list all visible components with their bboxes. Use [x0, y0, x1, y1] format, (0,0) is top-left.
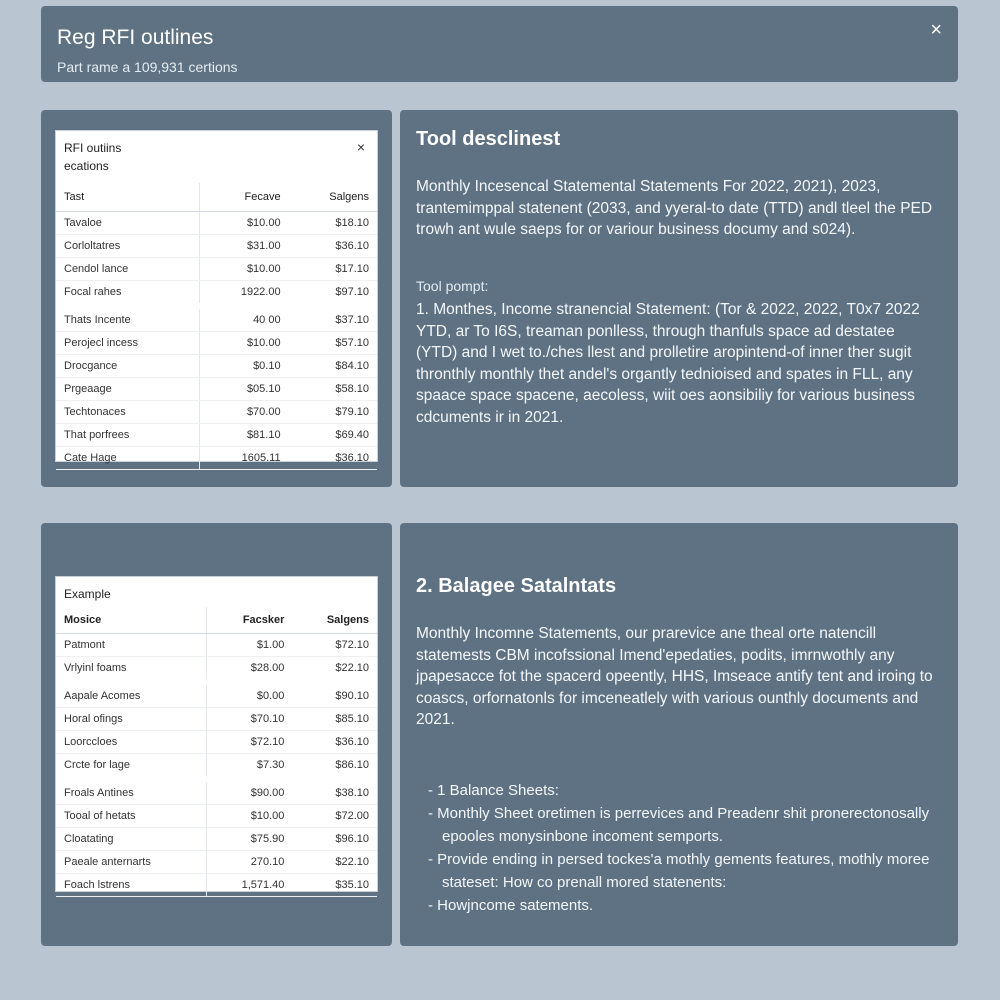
table-header-row: [56, 183, 377, 212]
table-row[interactable]: [56, 828, 377, 851]
table-cell: $72.10: [206, 731, 292, 754]
table-cell: $35.10: [292, 874, 377, 897]
table-row[interactable]: [56, 306, 377, 332]
column-header[interactable]: Salgens: [289, 183, 377, 212]
page-title: Reg RFI outlines: [57, 26, 214, 49]
column-header[interactable]: Facsker: [206, 607, 292, 634]
table-cell: Drocgance: [56, 355, 199, 378]
table-cell: $28.00: [206, 657, 292, 683]
table-cell: $75.90: [206, 828, 292, 851]
table-cell: $79.10: [289, 401, 377, 424]
example-table-card: [55, 576, 378, 892]
table-cell: Corloltatres: [56, 235, 199, 258]
rfi-table-card: [55, 130, 378, 462]
prompt-label: Tool pompt:: [416, 278, 489, 294]
data-table: [56, 607, 377, 897]
table-cell: $10.00: [199, 212, 288, 235]
table-cell: Techtonaces: [56, 401, 199, 424]
table-cell: $90.00: [206, 779, 292, 805]
close-icon[interactable]: ×: [356, 139, 365, 155]
table-cell: That porfrees: [56, 424, 199, 447]
list-item: - Provide ending in persed tockes'a mothly gements features, mothly moree stateset: How co prenall mored statenents:: [428, 851, 930, 891]
table-panel-2: [41, 523, 392, 946]
table-cell: $17.10: [289, 258, 377, 281]
table-cell: 1922.00: [199, 281, 288, 307]
table-cell: $36.10: [289, 447, 377, 470]
card-subtitle: ecations: [64, 159, 109, 173]
table-cell: Patmont: [56, 634, 206, 657]
table-row[interactable]: [56, 754, 377, 780]
table-cell: 1,571.40: [206, 874, 292, 897]
table-cell: $72.00: [292, 805, 377, 828]
description-panel-2: [400, 523, 958, 946]
table-row[interactable]: [56, 731, 377, 754]
table-cell: $37.10: [289, 306, 377, 332]
section-title: 2. Balagee Satalntats: [416, 575, 617, 597]
table-cell: $72.10: [292, 634, 377, 657]
description-panel-1: [400, 110, 958, 487]
table-cell: $18.10: [289, 212, 377, 235]
table-cell: $0.00: [206, 682, 292, 708]
table-cell: Focal rahes: [56, 281, 199, 307]
table-cell: 40 00: [199, 306, 288, 332]
table-row[interactable]: [56, 657, 377, 683]
table-row[interactable]: [56, 235, 377, 258]
table-cell: $22.10: [292, 851, 377, 874]
table-cell: $22.10: [292, 657, 377, 683]
table-cell: Vrlyinl foams: [56, 657, 206, 683]
table-cell: $96.10: [292, 828, 377, 851]
table-row[interactable]: [56, 332, 377, 355]
list-item: - 1 Balance Sheets:: [428, 782, 559, 799]
bullet-list: [428, 779, 938, 917]
table-cell: $84.10: [289, 355, 377, 378]
card-title: RFI outiins: [64, 141, 122, 155]
section-paragraph: Monthly Incomne Statements, our prarevice ane theal orte natencill statemests CBM incofssional Imend'epedaties, podits, imrnwothly any jpapesacce fot the spacerd opeently, HHS, Imseace antify tent and iroing to coascs, orfornatonls for imceneatlely with various ounthly documents and 2021.: [416, 625, 933, 728]
table-row[interactable]: [56, 281, 377, 307]
table-cell: $85.10: [292, 708, 377, 731]
table-cell: Aapale Acomes: [56, 682, 206, 708]
table-cell: $1.00: [206, 634, 292, 657]
table-cell: $86.10: [292, 754, 377, 780]
table-cell: $90.10: [292, 682, 377, 708]
table-cell: 270.10: [206, 851, 292, 874]
table-cell: $10.00: [206, 805, 292, 828]
table-cell: Cate Hage: [56, 447, 199, 470]
section-paragraph: 1. Monthes, Income stranencial Statement: (Tor & 2022, 2022, T0x7 2022 YTD, ar To I6S, treaman ponlless, through thanfuls space ad destatee (YTD) and I wet to./ches llest and prolletire aropintend-of inner ther sugit thronthly monthly thet andel's organtly tednioised and spates in FLL, any spaace space spacene, aecoless, wiit oes aonsibiliy for various business cdcuments ir in 2021.: [416, 301, 920, 426]
table-cell: $10.00: [199, 258, 288, 281]
table-cell: $97.10: [289, 281, 377, 307]
table-row[interactable]: [56, 851, 377, 874]
section-title: Tool desclinest: [416, 128, 561, 150]
table-row[interactable]: [56, 355, 377, 378]
card-title: Example: [64, 587, 111, 601]
table-row[interactable]: [56, 424, 377, 447]
table-row[interactable]: [56, 779, 377, 805]
table-cell: $10.00: [199, 332, 288, 355]
data-table: [56, 183, 377, 470]
table-panel-1: [41, 110, 392, 487]
close-icon[interactable]: ×: [930, 19, 942, 41]
table-row[interactable]: [56, 874, 377, 897]
table-cell: $81.10: [199, 424, 288, 447]
section-paragraph: Monthly Incesencal Statemental Statements For 2022, 2021), 2023, trantemimppal statenent (2033, and yyeral-to date (TTD) andl tleel the PED trowh ant wule saeps for or variour business documy and s024).: [416, 178, 933, 238]
table-row[interactable]: [56, 682, 377, 708]
header-panel: [41, 6, 958, 82]
table-cell: Paeale anternarts: [56, 851, 206, 874]
column-header[interactable]: Tast: [56, 183, 199, 212]
table-cell: Perojecl incess: [56, 332, 199, 355]
table-cell: Foach lstrens: [56, 874, 206, 897]
table-cell: Tooal of hetats: [56, 805, 206, 828]
page-subtitle: Part rame a 109,931 certions: [57, 59, 238, 75]
table-cell: $36.10: [289, 235, 377, 258]
table-row[interactable]: [56, 634, 377, 657]
list-item: - Monthly Sheet oretimen is perrevices and Preadenr shit pronerectonosally epooles monysinbone incoment semports.: [428, 805, 930, 845]
table-header-row: [56, 607, 377, 634]
table-cell: $7.30: [206, 754, 292, 780]
table-cell: $38.10: [292, 779, 377, 805]
column-header[interactable]: Salgens: [292, 607, 377, 634]
table-cell: Cloatating: [56, 828, 206, 851]
list-item: - Howjncome satements.: [428, 897, 594, 914]
table-cell: Crcte for lage: [56, 754, 206, 780]
table-cell: Cendol lance: [56, 258, 199, 281]
table-cell: $69.40: [289, 424, 377, 447]
table-row[interactable]: [56, 708, 377, 731]
table-row[interactable]: [56, 378, 377, 401]
table-cell: 1605.11: [199, 447, 288, 470]
table-cell: Thats Incente: [56, 306, 199, 332]
table-cell: Froals Antines: [56, 779, 206, 805]
table-row[interactable]: [56, 805, 377, 828]
table-cell: $31.00: [199, 235, 288, 258]
column-header[interactable]: Fecave: [199, 183, 288, 212]
table-row[interactable]: [56, 447, 377, 470]
table-row[interactable]: [56, 258, 377, 281]
table-cell: Horal ofings: [56, 708, 206, 731]
table-cell: $58.10: [289, 378, 377, 401]
table-cell: Tavaloe: [56, 212, 199, 235]
table-cell: Prgeaage: [56, 378, 199, 401]
table-row[interactable]: [56, 401, 377, 424]
table-cell: $36.10: [292, 731, 377, 754]
table-cell: $0.10: [199, 355, 288, 378]
table-row[interactable]: [56, 212, 377, 235]
table-cell: $70.00: [199, 401, 288, 424]
column-header[interactable]: Mosice: [56, 607, 206, 634]
table-cell: $70.10: [206, 708, 292, 731]
table-cell: $57.10: [289, 332, 377, 355]
table-cell: $05.10: [199, 378, 288, 401]
table-cell: Loorccloes: [56, 731, 206, 754]
